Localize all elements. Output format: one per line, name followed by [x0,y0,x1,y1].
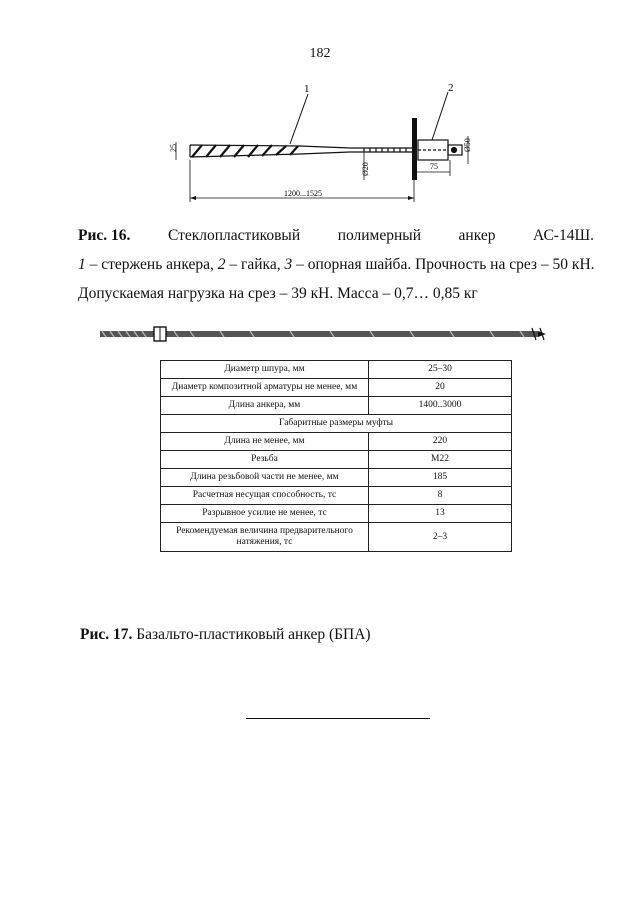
table-row [161,487,512,505]
table-cell-value: 185 [368,469,511,487]
table-cell-key: Резьба [161,451,369,469]
table-cell-key: Длина не менее, мм [161,433,369,451]
anchor-rod [190,145,412,157]
table-section-row [161,415,512,433]
callout-1: 1 [304,83,310,95]
table-cell-key: Разрывное усилие не менее, тс [161,505,369,523]
table-cell-value: 13 [368,505,511,523]
caption-16-title-line [78,221,594,250]
footnote-separator-rule [246,718,430,719]
table-cell-value: 1400..3000 [368,397,511,415]
legend-text-2: – гайка, [225,256,285,273]
caption-16-legend-line [78,250,594,279]
table-section-header: Габаритные размеры муфты [161,415,512,433]
figure-16-anchor-drawing [150,80,490,210]
caption-16-word-2: полимерный [337,227,421,244]
caption-16-load-line: Допускаемая нагрузка на срез – 39 кН. Масса – 0,7… 0,85 кг [78,285,478,302]
table-cell-key: Диаметр композитной арматуры не менее, мм [161,379,369,397]
nut [418,140,462,160]
table-row [161,379,512,397]
table-cell-key: Расчетная несущая способность, тс [161,487,369,505]
caption-16-word-1: Стеклопластиковый [167,227,301,244]
page-number: 182 [309,46,331,61]
figure-17-caption [80,626,371,644]
table-row [161,397,512,415]
table-cell-key: Длина анкера, мм [161,397,369,415]
callout-2: 2 [448,82,454,94]
specification-table [160,360,512,552]
legend-text-1: – стержень анкера, [85,256,218,273]
table-row [161,433,512,451]
caption-16-label: Рис. 16. [78,227,131,244]
table-cell-value: 25–30 [368,361,511,379]
dim-left-diameter: 25 [169,144,178,152]
table-cell-key: Диаметр шпура, мм [161,361,369,379]
table-row [161,523,512,552]
caption-16-word-4: АС-14Ш. [533,227,594,244]
dim-nut-length: 75 [430,162,438,171]
table-cell-value: 20 [368,379,511,397]
table-cell-key: Длина резьбовой части не менее, мм [161,469,369,487]
figure-16-caption [78,221,594,308]
table-cell-value: 220 [368,433,511,451]
dim-rod-diameter: Ø20 [361,162,370,176]
legend-text-3: – опорная шайба. Прочность на срез – 50 кН. [292,256,595,273]
table-row [161,505,512,523]
caption-17-text: Базальто-пластиковый анкер (БПА) [132,626,371,643]
table-cell-key: Рекомендуемая величина предварительного натяжения, тс [161,523,369,552]
caption-16-word-3: анкер [458,227,496,244]
legend-num-2: 2 [217,256,226,273]
dim-washer-diameter: Ø50 [463,138,472,152]
figure-17-basalt-anchor-drawing [100,322,548,346]
dim-total-length: 1200...1525 [284,189,322,198]
table-row [161,469,512,487]
table-row [161,361,512,379]
table-cell-value: 8 [368,487,511,505]
legend-num-1: 1 [78,256,86,273]
legend-num-3: 3 [284,256,293,273]
table-cell-value: М22 [368,451,511,469]
table-row [161,451,512,469]
support-washer [412,118,417,180]
table-cell-value: 2–3 [368,523,511,552]
caption-17-label: Рис. 17. [80,626,133,643]
